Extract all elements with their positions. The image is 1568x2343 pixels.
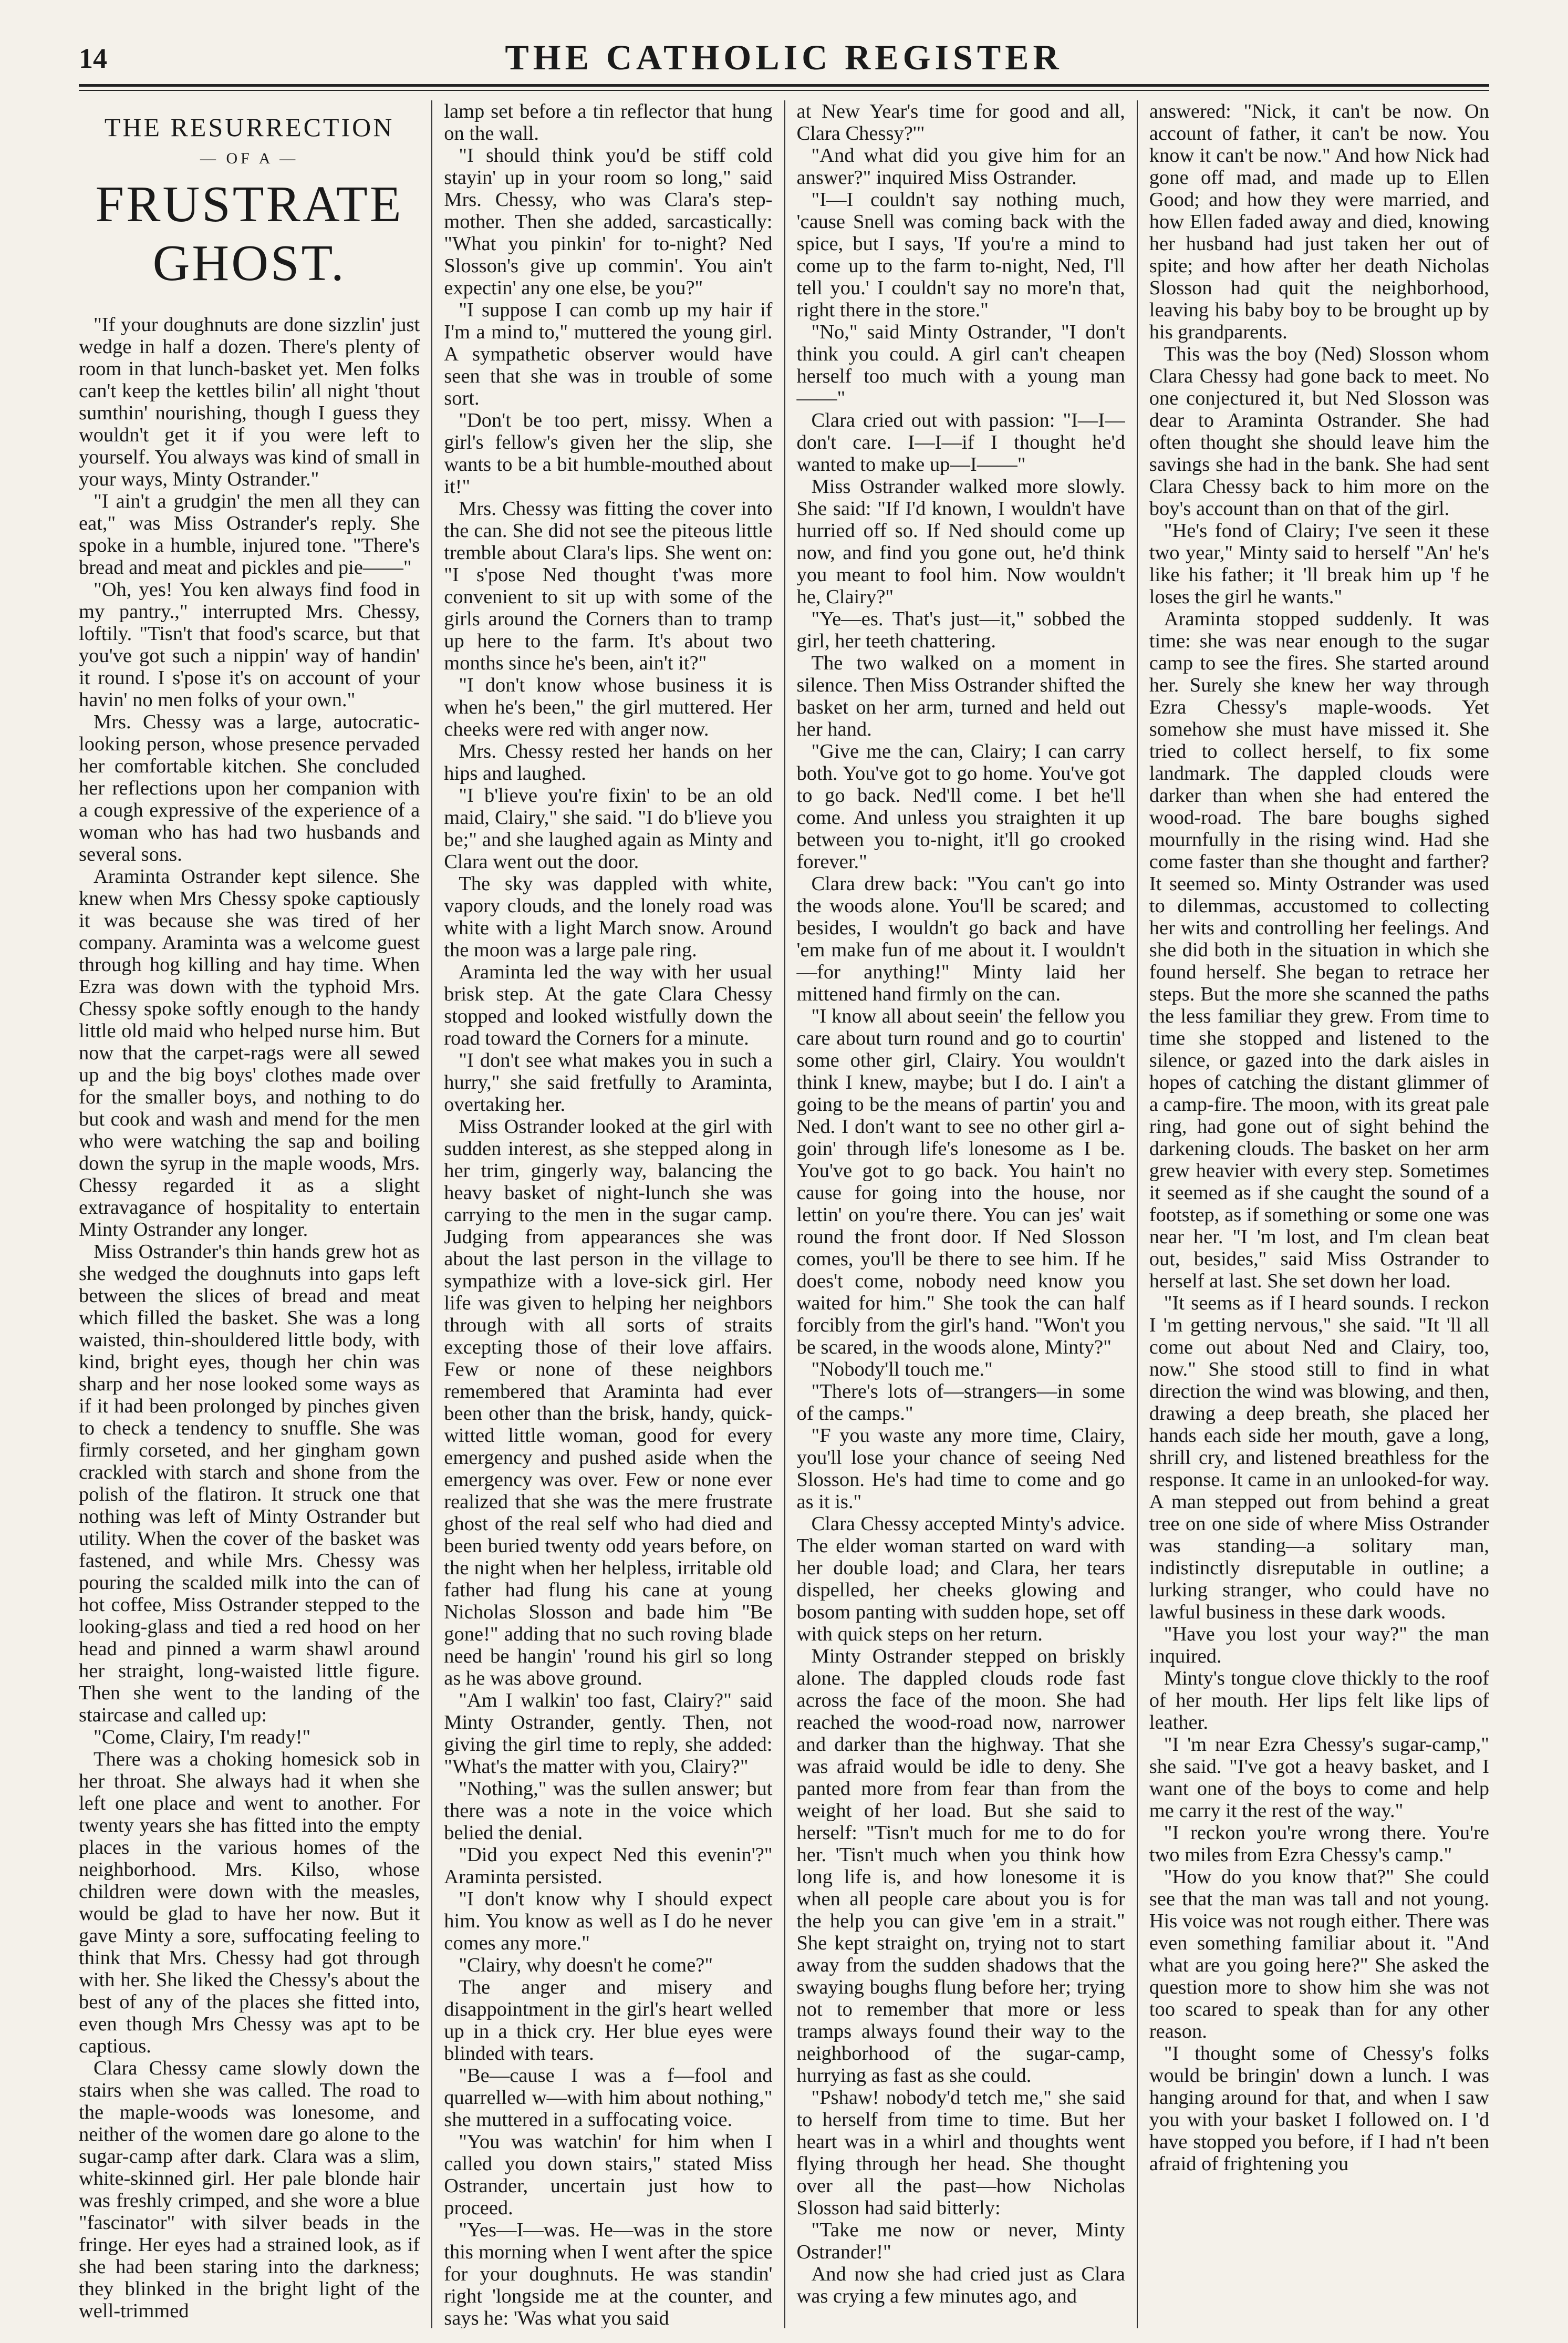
article-paragraph: "I don't know why I should expect him. You know as well as I do he never comes any more." xyxy=(444,1888,773,1954)
article-paragraph: "F you waste any more time, Clairy, you'll lose your chance of seeing Ned Slosson. He's had time to come and go as it is." xyxy=(796,1425,1125,1513)
article-paragraph: Clara cried out with passion: "I—I—don't care. I—I—if I thought he'd wanted to make up—I——" xyxy=(796,409,1125,476)
article-paragraph: "Give me the can, Clairy; I can carry both. You've got to go home. You've got to go back. Ned'll come. I bet he'll come. And unless you straighten it up between you to-night, it'll go crooked forever." xyxy=(796,740,1125,873)
article-paragraph: The anger and misery and disappointment in the girl's heart welled up in a thick cry. Her blue eyes were blinded with tears. xyxy=(444,1976,773,2065)
column-4-body xyxy=(1149,100,1489,2175)
article-paragraph: "Am I walkin' too fast, Clairy?" said Minty Ostrander, gently. Then, not giving the girl time to reply, she added: "What's the matter with you, Clairy?" xyxy=(444,1689,773,1778)
column-2 xyxy=(431,100,784,2328)
article-paragraph: "I don't know whose business it is when he's been," the girl muttered. Her cheeks were red with anger now. xyxy=(444,674,773,740)
article-paragraph: "There's lots of—strangers—in some of the camps." xyxy=(796,1380,1125,1425)
article-paragraph: "Come, Clairy, I'm ready!" xyxy=(94,1726,311,1748)
article-paragraph: "Be—cause I was a f—fool and quarrelled w—with him about nothing," she muttered in a suffocating voice. xyxy=(444,2065,773,2131)
article-paragraph: Mrs. Chessy rested her hands on her hips and laughed. xyxy=(444,740,773,785)
article-paragraph: at New Year's time for good and all, Clara Chessy?'" xyxy=(796,100,1125,144)
article-paragraph: "How do you know that?" She could see that the man was tall and not young. His voice was not rough either. There was even something familiar about it. "And what are you going here?" She asked the question more to show him she was not too scared to speak than for any other reason. xyxy=(1149,1866,1489,2042)
article-paragraph: "I b'lieve you're fixin' to be an old maid, Clairy," she said. "I do b'lieve you be;" and she laughed again as Minty and Clara went out the door. xyxy=(444,785,773,873)
article-paragraph: The sky was dappled with white, vapory clouds, and the lonely road was white with a light March snow. Around the moon was a large pale ring. xyxy=(444,873,773,961)
article-paragraph: There was a choking homesick sob in her throat. She always had it when she left one place and went to another. For twenty years she has fitted into the empty places in the various homes of the neighborhood. Mrs. Kilso, whose children were down with the measles, would be glad to have her now. But it gave Minty a sore, suffocating feeling to think that Mrs. Chessy had got through with her. She liked the Chessy's about the best of any of the places she fitted into, even though Mrs Chessy was apt to be captious. xyxy=(79,1748,420,2057)
article-paragraph: "No," said Minty Ostrander, "I don't think you could. A girl can't cheapen herself too much with a young man——" xyxy=(796,321,1125,409)
article-paragraph: "Have you lost your way?" the man inquired. xyxy=(1149,1623,1489,1667)
article-paragraph: Minty's tongue clove thickly to the roof of her mouth. Her lips felt like lips of leather. xyxy=(1149,1667,1489,1733)
article-paragraph: Clara Chessy accepted Minty's advice. The elder woman started on ward with her double load; and Clara, her tears dispelled, her cheeks glowing and bosom panting with sudden hope, set off with quick steps on her return. xyxy=(796,1513,1125,1645)
article-paragraph: "You was watchin' for him when I called you down stairs," stated Miss Ostrander, uncertain just how to proceed. xyxy=(444,2131,773,2219)
column-3-body xyxy=(797,100,1125,2307)
article-kicker: THE RESURRECTION xyxy=(104,112,394,142)
article-paragraph: Araminta stopped suddenly. It was time: she was near enough to the sugar camp to see the fires. She started around her. Surely she knew her way through Ezra Chessy's maple-woods. Yet somehow she must have missed it. She tried to collect herself, to fix some landmark. The dappled clouds were darker than when she had entered the wood-road. The bare boughs sighed mournfully in the rising wind. Had she come faster than she thought and farther? It seemed so. Minty Ostrander was used to dilemmas, accustomed to collecting her wits and controlling her feelings. And she did both in the situation in which she found herself. She began to retrace her steps. But the more she scanned the paths the less familiar they grew. From time to time she stopped and listened to the silence, or gazed into the dark aisles in hopes of catching the distant glimmer of a camp-fire. The moon, with its great pale ring, had gone out of sight behind the darkening clouds. The basket on her arm grew heavier with every step. Sometimes it seemed as if she caught the sound of a footstep, as if something or some one was near her. "I 'm lost, and I'm clean beat out, besides," said Miss Ostrander to herself at last. She set down her load. xyxy=(1149,608,1489,1292)
article-paragraph: "Don't be too pert, missy. When a girl's fellow's given her the slip, she wants to be a bit humble-mouthed about it!" xyxy=(444,409,773,498)
article-paragraph: Clara drew back: "You can't go into the woods alone. You'll be scared; and besides, I wouldn't go back and have 'em make fun of me about it. I wouldn't—for anything!" Minty laid her mittened hand firmly on the can. xyxy=(796,873,1125,1005)
article-paragraph: "Ye—es. That's just—it," sobbed the girl, her teeth chattering. xyxy=(796,608,1125,652)
masthead xyxy=(79,21,1489,84)
article-paragraph: And now she had cried just as Clara was crying a few minutes ago, and xyxy=(796,2263,1125,2307)
article-paragraph: "I—I couldn't say nothing much, 'cause Snell was coming back with the spice, but I says, 'If you're a mind to come up to the farm to-night, Ned, I'll tell you.' I couldn't say no more'n that, right there in the store." xyxy=(796,189,1125,321)
article-paragraph: Mrs. Chessy was fitting the cover into the can. She did not see the piteous little tremble about Clara's lips. She went on: "I s'pose Ned thought t'was more convenient to sit up with some of the girls around the Corners than to tramp up here to the farm. It's about two months since he's been, ain't it?" xyxy=(444,498,773,674)
article-paragraph: Araminta Ostrander kept silence. She knew when Mrs Chessy spoke captiously it was because she was tired of her company. Araminta was a welcome guest through hog killing and hay time. When Ezra was down with the typhoid Mrs. Chessy spoke softly enough to the handy little old maid who helped nurse him. But now that the carpet-rags were all sewed up and the big boys' clothes made over for the smaller boys, and nothing to do but cook and wash and mend for the men who were watching the sap and boiling down the syrup in the maple woods, Mrs. Chessy regarded it as a slight extravagance of hospitality to entertain Minty Ostrander any longer. xyxy=(79,865,420,1241)
article-paragraph: Miss Ostrander looked at the girl with sudden interest, as she stepped along in her trim, gingerly way, balancing the heavy basket of night-lunch she was carrying to the men in the sugar camp. Judging from appearances she was about the last person in the village to sympathize with a love-sick girl. Her life was given to helping her neighbors through with all sorts of straits excepting those of their love affairs. Few or none of these neighbors remembered that Araminta had ever been other than the brisk, handy, quick-witted little woman, good for every emergency and pushed aside when the emergency was over. Few or none ever realized that she was the mere frustrate ghost of the real self who had died and been buried twenty odd years before, on the night when her helpless, irritable old father had flung his cane at young Nicholas Slosson and bade him "Be gone!" adding that no such roving blade need be hangin' 'round his girl so long as he was above ground. xyxy=(444,1116,773,1689)
article-paragraph: Miss Ostrander's thin hands grew hot as she wedged the doughnuts into gaps left between the slices of bread and meat which filled the basket. She was a long waisted, thin-shouldered little body, with kind, bright eyes, though her chin was sharp and her nose looked some ways as if it had been prolonged by pinches given to check a tendency to snuffle. She was firmly corseted, and her gingham gown crackled with starch and shone from the polish of the flatiron. It struck one that nothing was left of Minty Ostrander but utility. When the cover of the basket was fastened, and while Mrs. Chessy was pouring the scalded milk into the can of hot coffee, Miss Ostrander stepped to the looking-glass and tied a red hood on her head and pinned a warm shawl around her straight, long-waisted little figure. Then she went to the landing of the staircase and called up: xyxy=(79,1241,420,1726)
article-paragraph: "Nobody'll touch me." xyxy=(811,1358,993,1380)
newspaper-title: THE CATHOLIC REGISTER xyxy=(505,37,1063,77)
article-paragraph: "Clairy, why doesn't he come?" xyxy=(459,1954,713,1976)
article-paragraph: "I reckon you're wrong there. You're two miles from Ezra Chessy's camp." xyxy=(1149,1822,1489,1866)
article-paragraph: "I thought some of Chessy's folks would be bringin' down a lunch. I was hanging around for that, and when I saw you with your basket I followed on. I 'd have stopped you before, if I had n't been afraid of frightening you xyxy=(1149,2042,1489,2175)
article-paragraph: "I know all about seein' the fellow you care about turn round and go to courtin' some other girl, Clairy. You wouldn't think I knew, maybe; but I do. I ain't a going to be the means of partin' you and Ned. I don't want to see no other girl a-goin' through life's lonesome as I be. You've got to go back. You hain't no cause for going into the house, nor lettin' on you're there. You can jes' wait round the front door. If Ned Slosson comes, you'll be there to see him. If he does't come, nobody need know you waited for him." She took the can half forcibly from the girl's hand. "Won't you be scared, in the woods alone, Minty?" xyxy=(796,1005,1125,1358)
article-paragraph: Mrs. Chessy was a large, autocratic-looking person, whose presence pervaded her comfortable kitchen. She concluded her reflections upon her companion with a cough expressive of the experience of a woman who has had two husbands and several sons. xyxy=(79,711,420,865)
column-3 xyxy=(784,100,1137,2328)
masthead-rule xyxy=(79,84,1489,91)
article-paragraph: "He's fond of Clairy; I've seen it these two year," Minty said to herself "An' he's like his father; it 'll break him up 'f he loses the girl he wants." xyxy=(1149,520,1489,608)
article-columns xyxy=(79,100,1489,2328)
article-paragraph: "Nothing," was the sullen answer; but there was a note in the voice which belied the denial. xyxy=(444,1778,773,1844)
column-2-body xyxy=(444,100,772,2328)
article-paragraph: "Pshaw! nobody'd tetch me," she said to herself from time to time. But her heart was in a whirl and thoughts went flying through her head. She thought over all the past—how Nicholas Slosson had said bitterly: xyxy=(796,2087,1125,2219)
article-paragraph: "Did you expect Ned this evenin'?" Araminta persisted. xyxy=(444,1844,773,1888)
article-paragraph: Miss Ostrander walked more slowly. She said: "If I'd known, I wouldn't have hurried off so. If Ned should come up now, and find you gone out, he'd think you meant to fool him. Now wouldn't he, Clairy?" xyxy=(796,476,1125,608)
article-paragraph: "I ain't a grudgin' the men all they can eat," was Miss Ostrander's reply. She spoke in a humble, injured tone. "There's bread and meat and pickles and pie——" xyxy=(79,490,420,579)
article-paragraph: Minty Ostrander stepped on briskly alone. The dappled clouds rode fast across the face of the moon. She had reached the wood-road now, narrower and darker than the highway. That she was afraid would be idle to deny. She panted more from fear than from the weight of her load. But she said to herself: "Tisn't much for me to do for her. 'Tisn't much when you think how long life is, and how lonesome it is when all people care about you is for the help you can give 'em in a strait." She kept straight on, trying not to start away from the sudden shadows that the swaying boughs flung before her; trying not to remember that more or less tramps always found their way to the neighborhood of the sugar-camp, hurrying as fast as she could. xyxy=(796,1645,1125,2087)
article-paragraph: "Oh, yes! You ken always find food in my pantry.," interrupted Mrs. Chessy, loftily. "Tisn't that food's scarce, but that you've got such a nippin' way of handin' it round. I s'pose it's on account of your havin' no men folks of your own." xyxy=(79,579,420,711)
article-paragraph: "I don't see what makes you in such a hurry," she said fretfully to Araminta, overtaking her. xyxy=(444,1049,773,1116)
article-paragraph: Clara Chessy came slowly down the stairs when she was called. The road to the maple-woods was lonesome, and neither of the women dare go alone to the sugar-camp after dark. Clara was a slim, white-skinned girl. Her pale blonde hair was freshly crimped, and she wore a blue "fascinator" with silver beads in the fringe. Her eyes had a strained look, as if she had been staring into the darkness; they blinked in the bright light of the well-trimmed xyxy=(79,2057,420,2322)
article-paragraph: "Take me now or never, Minty Ostrander!" xyxy=(796,2219,1125,2263)
column-1-body xyxy=(79,314,420,2322)
article-paragraph: "I should think you'd be stiff cold stayin' up in your room so long," said Mrs. Chessy, who was Clara's step-mother. Then she added, sarcastically: "What you pinkin' for to-night? Ned Slosson's give up commin'. You ain't expectin' any one else, be you?" xyxy=(444,144,773,299)
article-paragraph: "If your doughnuts are done sizzlin' just wedge in half a dozen. There's plenty of room in that lunch-basket yet. Men folks can't keep the kettles bilin' all night 'thout sumthin' nourishing, though I guess they wouldn't get it if you were left to yourself. You always was kind of small in your ways, Minty Ostrander." xyxy=(79,314,420,490)
article-paragraph: This was the boy (Ned) Slosson whom Clara Chessy had gone back to meet. No one conjectured it, but Ned Slosson was dear to Araminta Ostrander. She had often thought she should leave him the savings she had in the bank. She had sent Clara Chessy back to him more on the boy's account than on that of the girl. xyxy=(1149,343,1489,520)
column-4 xyxy=(1137,100,1489,2328)
article-paragraph: "I 'm near Ezra Chessy's sugar-camp," she said. "I've got a heavy basket, and I want one of the boys to come and help me carry it the rest of the way." xyxy=(1149,1733,1489,1822)
article-paragraph: answered: "Nick, it can't be now. On account of father, it can't be now. You know it can't be now." And how Nick had gone off mad, and made up to Ellen Good; and how they were married, and how Ellen faded away and died, knowing her husband had just taken her out of spite; and how after her death Nicholas Slosson had quit the neighborhood, leaving his baby boy to be brought up by his grandparents. xyxy=(1149,100,1489,343)
article-paragraph: "And what did you give him for an answer?" inquired Miss Ostrander. xyxy=(796,144,1125,189)
article-paragraph: Araminta led the way with her usual brisk step. At the gate Clara Chessy stopped and looked wistfully down the road toward the Corners for a minute. xyxy=(444,961,773,1049)
column-1 xyxy=(79,100,431,2328)
article-paragraph: The two walked on a moment in silence. Then Miss Ostrander shifted the basket on her arm, turned and held out her hand. xyxy=(796,652,1125,740)
article-paragraph: lamp set before a tin reflector that hung on the wall. xyxy=(444,100,773,144)
article-of-a: — OF A — xyxy=(200,150,299,167)
article-paragraph: "It seems as if I heard sounds. I reckon I 'm getting nervous," she said. "It 'll all come out about Ned and Clairy, too, now." She stood still to find in what direction the wind was blowing, and then, drawing a deep breath, she placed her hands each side her mouth, gave a long, shrill cry, and listened breathless for the response. It came in an unlooked-for way. A man stepped out from behind a great tree on one side of where Miss Ostrander was standing—a solitary man, indistinctly disreputable in outline; a lurking stranger, who could have no lawful business in these dark woods. xyxy=(1149,1292,1489,1623)
page-number: 14 xyxy=(79,43,107,74)
article-paragraph: "Yes—I—was. He—was in the store this morning when I went after the spice for your doughnuts. He was standin' right 'longside me at the counter, and says he: 'Was what you said xyxy=(444,2219,773,2328)
article-paragraph: "I suppose I can comb up my hair if I'm a mind to," muttered the young girl. A sympathetic observer would have seen that she was in trouble of some sort. xyxy=(444,299,773,409)
article-headline: FRUSTRATE GHOST. xyxy=(95,176,403,292)
